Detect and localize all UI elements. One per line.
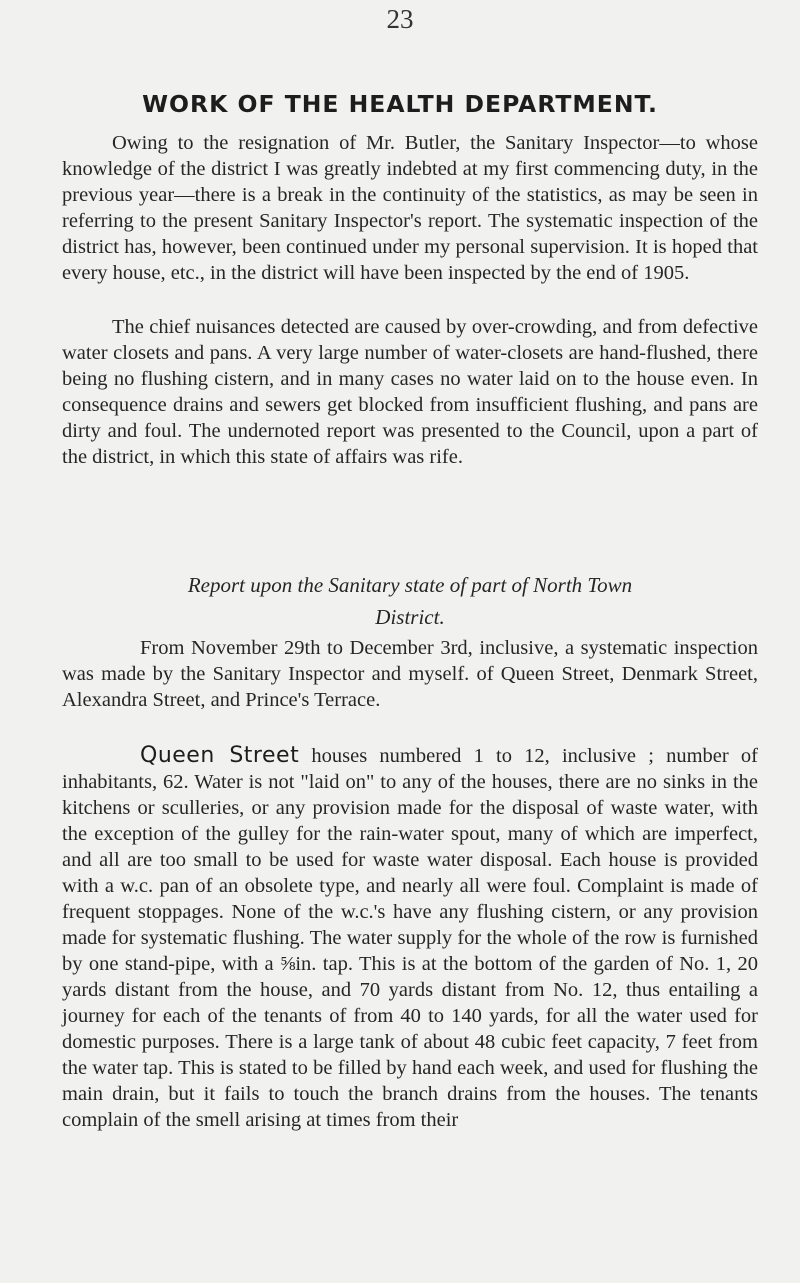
paragraph-queen-street: [62, 743, 758, 1133]
page-heading: WORK OF THE HEALTH DEPARTMENT.: [142, 90, 658, 118]
queen-street-body: houses numbered 1 to 12, inclusive ; number of inhabitants, 62. Water is not "laid on" to any of the houses, there are no sinks in the kitchens or sculleries, or any provision made for the disposal of waste water, with the exception of the gulley for the rain-water spout, many of which are imperfect, and all are too small to be used for waste water disposal. Each house is provided with a w.c. pan of an obsolete type, and nearly all were foul. Complaint is made of frequent stoppages. None of the w.c.'s have any flushing cistern, or any provision made for systematic flushing. The water supply for the whole of the row is furnished by one stand-pipe, with a ⅝in. tap. This is at the bottom of the garden of No. 1, 20 yards distant from the house, and 70 yards distant from No. 12, thus entailing a journey for each of the tenants of from 40 to 140 yards, for all the water used for domestic purposes. There is a large tank of about 48 cubic feet capacity, 7 feet from the water tap. This is stated to be filled by hand each week, and used for flushing the main drain, but it fails to touch the branch drains from the houses. The tenants complain of the smell arising at times from their: [62, 745, 758, 1131]
paragraph-resignation: Owing to the resignation of Mr. Butler, the Sanitary Inspector—to whose knowledge of the district I was greatly indebted at my first commencing duty, in the previous year—there is a break in the continuity of the statistics, as may be seen in referring to the present Sanitary Inspector's report. The systematic inspection of the district has, however, been continued under my personal supervision. It is hoped that every house, etc., in the district will have been inspected by the end of 1905.: [62, 132, 758, 284]
report-title-line-2: District.: [375, 605, 445, 629]
page-number: 23: [386, 4, 414, 34]
paragraph-inspection-dates: From November 29th to December 3rd, inclusive, a systematic inspection was made by the Sanitary Inspector and myself. of Queen Street, Denmark Street, Alexandra Street, and Prince's Terrace.: [62, 637, 758, 711]
report-title: [62, 569, 758, 633]
paragraph-nuisances: The chief nuisances detected are caused by over-crowding, and from defective water closets and pans. A very large number of water-closets are hand-flushed, there being no flushing cistern, and in many cases no water laid on to the house even. In consequence drains and sewers get blocked from insufficient flushing, and pans are dirty and foul. The undernoted report was presented to the Council, upon a part of the district, in which this state of affairs was rife.: [62, 316, 758, 468]
report-title-line-1: Report upon the Sanitary state of part of North Town: [187, 573, 633, 597]
queen-street-label: Queen Street: [140, 743, 300, 768]
